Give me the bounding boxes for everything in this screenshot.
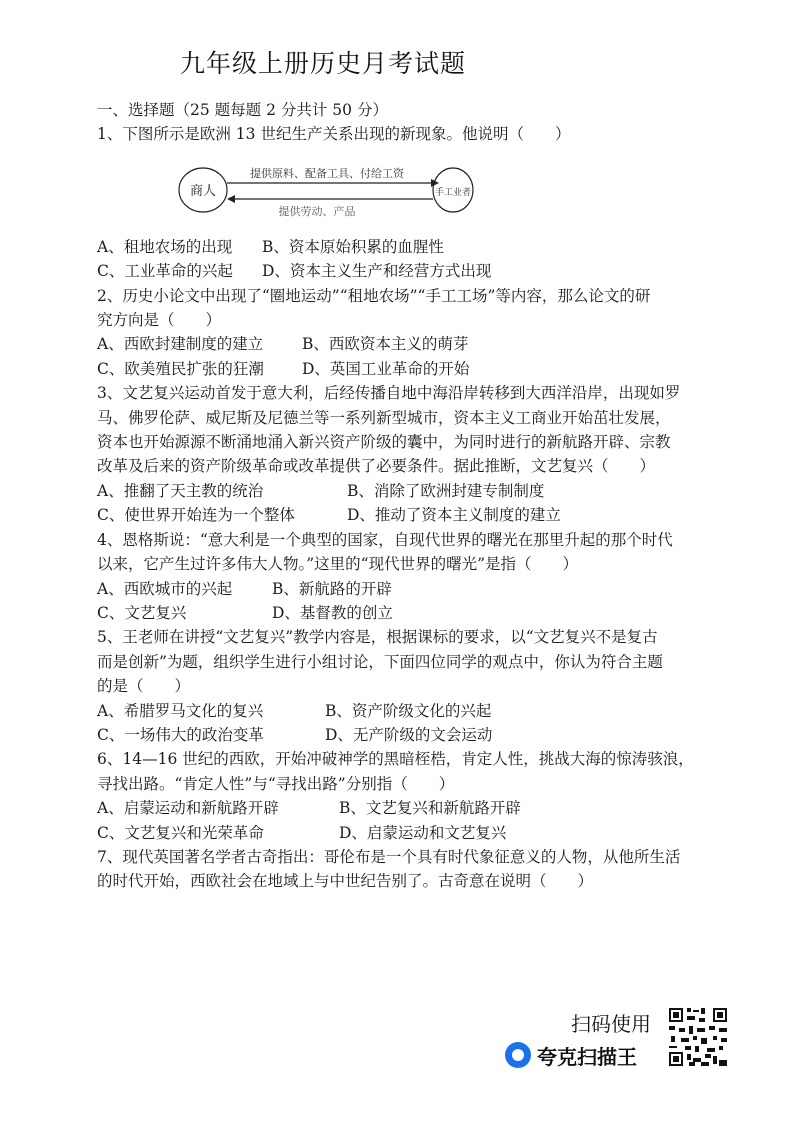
quark-logo-icon (505, 1042, 531, 1068)
question-4-options-row-1 (97, 577, 722, 601)
production-relation-diagram (97, 147, 722, 235)
question-7-stem-line-1: 7、现代英国著名学者古奇指出：哥伦布是一个具有时代象征意义的人物，从他所生活 (97, 847, 681, 866)
bottom-arrow-head (227, 195, 235, 203)
question-2-stem-line-1: 2、历史小论文中出现了“圈地运动”“租地农场”“手工工场”等内容，那么论文的研 (97, 286, 651, 305)
question-3-option-d: D、推动了资本主义制度的建立 (347, 506, 561, 525)
question-4-option-d: D、基督教的创立 (272, 603, 393, 622)
question-5-options-row-2 (97, 723, 722, 747)
question-6-stem-line-1: 6、14—16 世纪的西欧，开始冲破神学的黑暗桎梏，肯定人性，挑战大海的惊涛骇浪， (97, 750, 694, 769)
question-4-option-c: C、文艺复兴 (97, 603, 187, 622)
scanner-brand (505, 1040, 637, 1070)
merchant-node-label: 商人 (189, 183, 217, 199)
question-4-option-b: B、新航路的开辟 (272, 579, 392, 598)
question-1-options-row-2 (97, 259, 722, 283)
question-1-options-row-1 (97, 235, 722, 259)
question-5-option-a: A、希腊罗马文化的复兴 (97, 701, 264, 720)
top-arrow-label: 提供原料、配备工具、付给工资 (250, 166, 404, 180)
question-1-stem: 1、下图所示是欧洲 13 世纪生产关系出现的新现象。他说明（ ） (97, 125, 571, 144)
question-5-option-c: C、一场伟大的政治变革 (97, 725, 264, 744)
question-6-options-row-2 (97, 821, 722, 845)
question-5-stem-line-3: 的是（ ） (97, 677, 191, 696)
question-6-option-c: C、文艺复兴和光荣革命 (97, 823, 264, 842)
scanner-watermark (505, 1004, 735, 1074)
question-2-option-a: A、西欧封建制度的建立 (97, 335, 264, 354)
brand-name: 夸克扫描王 (537, 1044, 637, 1069)
question-5-option-b: B、资产阶级文化的兴起 (325, 701, 492, 720)
question-6-stem-line-2: 寻找出路。“肯定人性”与“寻找出路”分别指（ ） (97, 774, 455, 793)
question-2-option-d: D、英国工业革命的开始 (302, 359, 470, 378)
question-3-stem-line-4: 改革及后来的资产阶级革命或改革提供了必要条件。据此推断，文艺复兴（ ） (97, 457, 656, 476)
question-list (97, 98, 722, 894)
question-1-option-a: A、租地农场的出现 (97, 237, 233, 256)
question-1-option-d: D、资本主义生产和经营方式出现 (262, 262, 492, 281)
question-3-option-b: B、消除了欧洲封建专制制度 (347, 481, 545, 500)
scan-label: 扫码使用 (571, 1012, 651, 1036)
question-3-options-row-2 (97, 503, 722, 527)
question-2-option-c: C、欧美殖民扩张的狂潮 (97, 359, 264, 378)
question-7-stem-line-2: 的时代开始，西欧社会在地域上与中世纪告别了。古奇意在说明（ ） (97, 872, 594, 891)
bottom-arrow-label: 提供劳动、产品 (278, 204, 356, 218)
question-1-option-b: B、资本原始积累的血腥性 (262, 237, 444, 256)
question-6-option-b: B、文艺复兴和新航路开辟 (339, 799, 521, 818)
question-5-options-row-1 (97, 699, 722, 723)
question-6-option-d: D、启蒙运动和文艺复兴 (339, 823, 507, 842)
question-3-stem-line-3: 资本也开始源源不断涌地涌入新兴资产阶级的囊中，为同时进行的新航路开辟、宗教 (97, 433, 671, 452)
question-6-options-row-1 (97, 796, 722, 820)
question-3-stem-line-1: 3、文艺复兴运动首发于意大利，后经传播自地中海沿岸转移到大西洋沿岸，出现如罗 (97, 384, 681, 403)
question-2-options-row-1 (97, 332, 722, 356)
question-4-options-row-2 (97, 601, 722, 625)
question-2-stem-line-2: 究方向是（ ） (97, 311, 222, 330)
page-title: 九年级上册历史月考试题 (180, 49, 467, 78)
artisan-node-label: 手工业者 (434, 187, 472, 198)
question-3-option-c: C、使世界开始连为一个整体 (97, 506, 295, 525)
question-1-option-c: C、工业革命的兴起 (97, 262, 233, 281)
question-2-options-row-2 (97, 357, 722, 381)
section-heading: 一、选择题（25 题每题 2 分共计 50 分） (97, 101, 388, 119)
question-3-stem-line-2: 马、佛罗伦萨、威尼斯及尼德兰等一系列新型城市，资本主义工商业开始茁壮发展， (97, 408, 671, 427)
question-6-option-a: A、启蒙运动和新航路开辟 (97, 799, 279, 818)
qr-code-icon (667, 1006, 729, 1068)
diagram-svg (177, 155, 477, 231)
question-4-stem-line-1: 4、恩格斯说：“意大利是一个典型的国家，自现代世界的曙光在那里升起的那个时代 (97, 530, 673, 549)
question-4-stem-line-2: 以来，它产生过许多伟大人物。”这里的“现代世界的曙光”是指（ ） (97, 555, 579, 574)
question-4-option-a: A、西欧城市的兴起 (97, 579, 233, 598)
question-3-options-row-1 (97, 479, 722, 503)
question-3-option-a: A、推翻了天主教的统治 (97, 481, 264, 500)
question-5-stem-line-1: 5、王老师在讲授“文艺复兴”教学内容是，根据课标的要求，以“文艺复兴不是复古 (97, 628, 658, 647)
question-5-stem-line-2: 而是创新”为题，组织学生进行小组讨论，下面四位同学的观点中，你认为符合主题 (97, 652, 663, 671)
question-2-option-b: B、西欧资本主义的萌芽 (302, 335, 469, 354)
question-5-option-d: D、无产阶级的文会运动 (325, 725, 493, 744)
